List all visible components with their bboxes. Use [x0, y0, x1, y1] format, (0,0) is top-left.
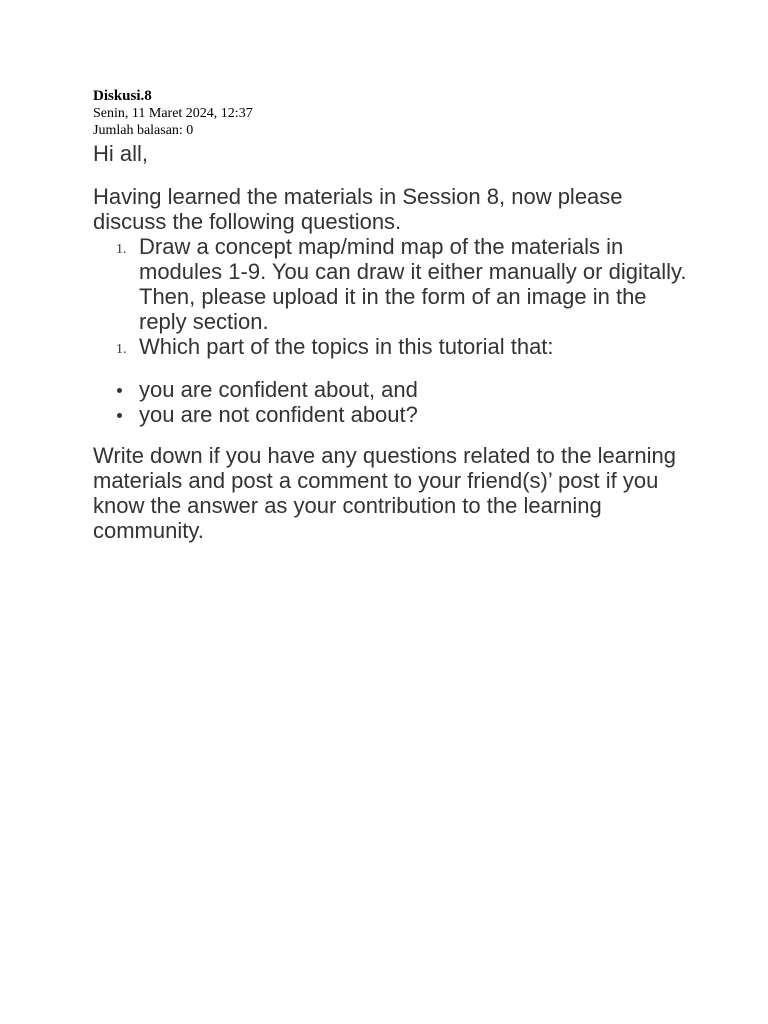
post-body	[93, 141, 693, 543]
question-list-2	[93, 334, 693, 359]
list-item-text: you are not confident about?	[139, 402, 418, 427]
question-item-1	[93, 234, 693, 334]
question-text: Which part of the topics in this tutorial that:	[139, 334, 554, 359]
greeting-text: Hi all,	[93, 141, 149, 166]
confidence-list	[93, 377, 693, 427]
list-item	[93, 402, 693, 427]
bullet-icon	[117, 413, 122, 418]
closing-text: Write down if you have any questions related to the learning materials and post a comment to your friend(s)’ post if you know the answer as your contribution to the learning community.	[93, 443, 676, 543]
list-item-text: you are confident about, and	[139, 377, 418, 402]
question-number: 1.	[116, 242, 127, 257]
question-text: Draw a concept map/mind map of the materials in modules 1-9. You can draw it either manually or digitally. Then, please upload it in the form of an image in the reply section.	[139, 234, 687, 334]
reply-count: Jumlah balasan: 0	[93, 123, 194, 138]
post-date: Senin, 11 Maret 2024, 12:37	[93, 106, 253, 121]
question-list-1	[93, 234, 693, 334]
question-item-2	[93, 334, 693, 359]
intro-text: Having learned the materials in Session 8, now please discuss the following questions.	[93, 184, 623, 234]
question-number: 1.	[116, 342, 127, 357]
list-item	[93, 377, 693, 402]
post-meta	[93, 88, 693, 139]
post-title: Diskusi.8	[93, 88, 152, 104]
bullet-icon	[117, 388, 122, 393]
discussion-post	[93, 88, 693, 543]
